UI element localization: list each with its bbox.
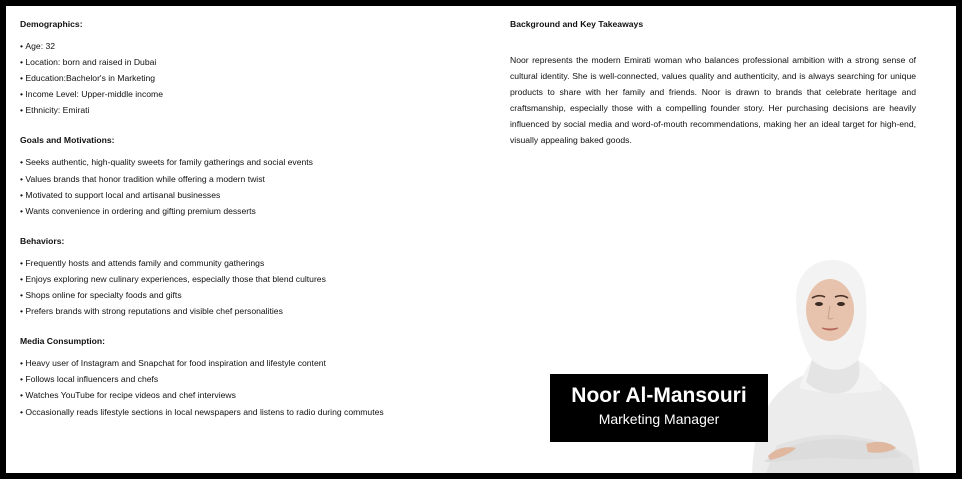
list-item: • Frequently hosts and attends family and community gatherings [20, 255, 490, 271]
persona-name: Noor Al-Mansouri [571, 384, 747, 407]
list-item: • Heavy user of Instagram and Snapchat for food inspiration and lifestyle content [20, 355, 490, 371]
list-item: • Education:Bachelor's in Marketing [20, 70, 490, 86]
media-heading: Media Consumption: [20, 336, 105, 347]
behaviors-heading: Behaviors: [20, 235, 65, 246]
list-item: • Shops online for specialty foods and gifts [20, 287, 490, 303]
list-item: • Wants convenience in ordering and gifting premium desserts [20, 203, 490, 219]
goals-list [20, 154, 490, 218]
goals-heading: Goals and Motivations: [20, 135, 115, 146]
list-item: • Watches YouTube for recipe videos and chef interviews [20, 387, 490, 403]
face [806, 279, 854, 341]
list-item: • Motivated to support local and artisanal businesses [20, 187, 490, 203]
behaviors-list [20, 255, 490, 319]
right-column [510, 18, 916, 149]
list-item: • Age: 32 [20, 38, 490, 54]
persona-title: Marketing Manager [598, 411, 720, 427]
background-heading: Background and Key Takeaways [510, 19, 644, 29]
persona-name-card [550, 374, 768, 442]
persona-page [6, 6, 956, 473]
list-item: • Ethnicity: Emirati [20, 102, 490, 118]
list-item: • Location: born and raised in Dubai [20, 54, 490, 70]
list-item: • Income Level: Upper-middle income [20, 86, 490, 102]
list-item: • Values brands that honor tradition while offering a modern twist [20, 171, 490, 187]
persona-portrait [746, 256, 926, 473]
demographics-list [20, 38, 490, 118]
list-item: • Prefers brands with strong reputations and visible chef personalities [20, 303, 490, 319]
demographics-heading: Demographics: [20, 19, 83, 29]
list-item: • Enjoys exploring new culinary experiences, especially those that blend cultures [20, 271, 490, 287]
list-item: • Occasionally reads lifestyle sections in local newspapers and listens to radio during commutes [20, 404, 490, 420]
background-text: Noor represents the modern Emirati woman who balances professional ambition with a strong sense of cultural identity. She is well-connected, values quality and authenticity, and is always searching for unique products to share with her family and friends. Noor is drawn to brands that celebrate heritage and craftsmanship, especially those with a compelling founder story. Her purchasing decisions are heavily influenced by social media and word-of-mouth recommendations, making her an ideal target for high-end, visually appealing baked goods. [510, 55, 916, 146]
list-item: • Follows local influencers and chefs [20, 371, 490, 387]
list-item: • Seeks authentic, high-quality sweets for family gatherings and social events [20, 154, 490, 170]
left-column [20, 18, 490, 420]
media-list [20, 355, 490, 419]
